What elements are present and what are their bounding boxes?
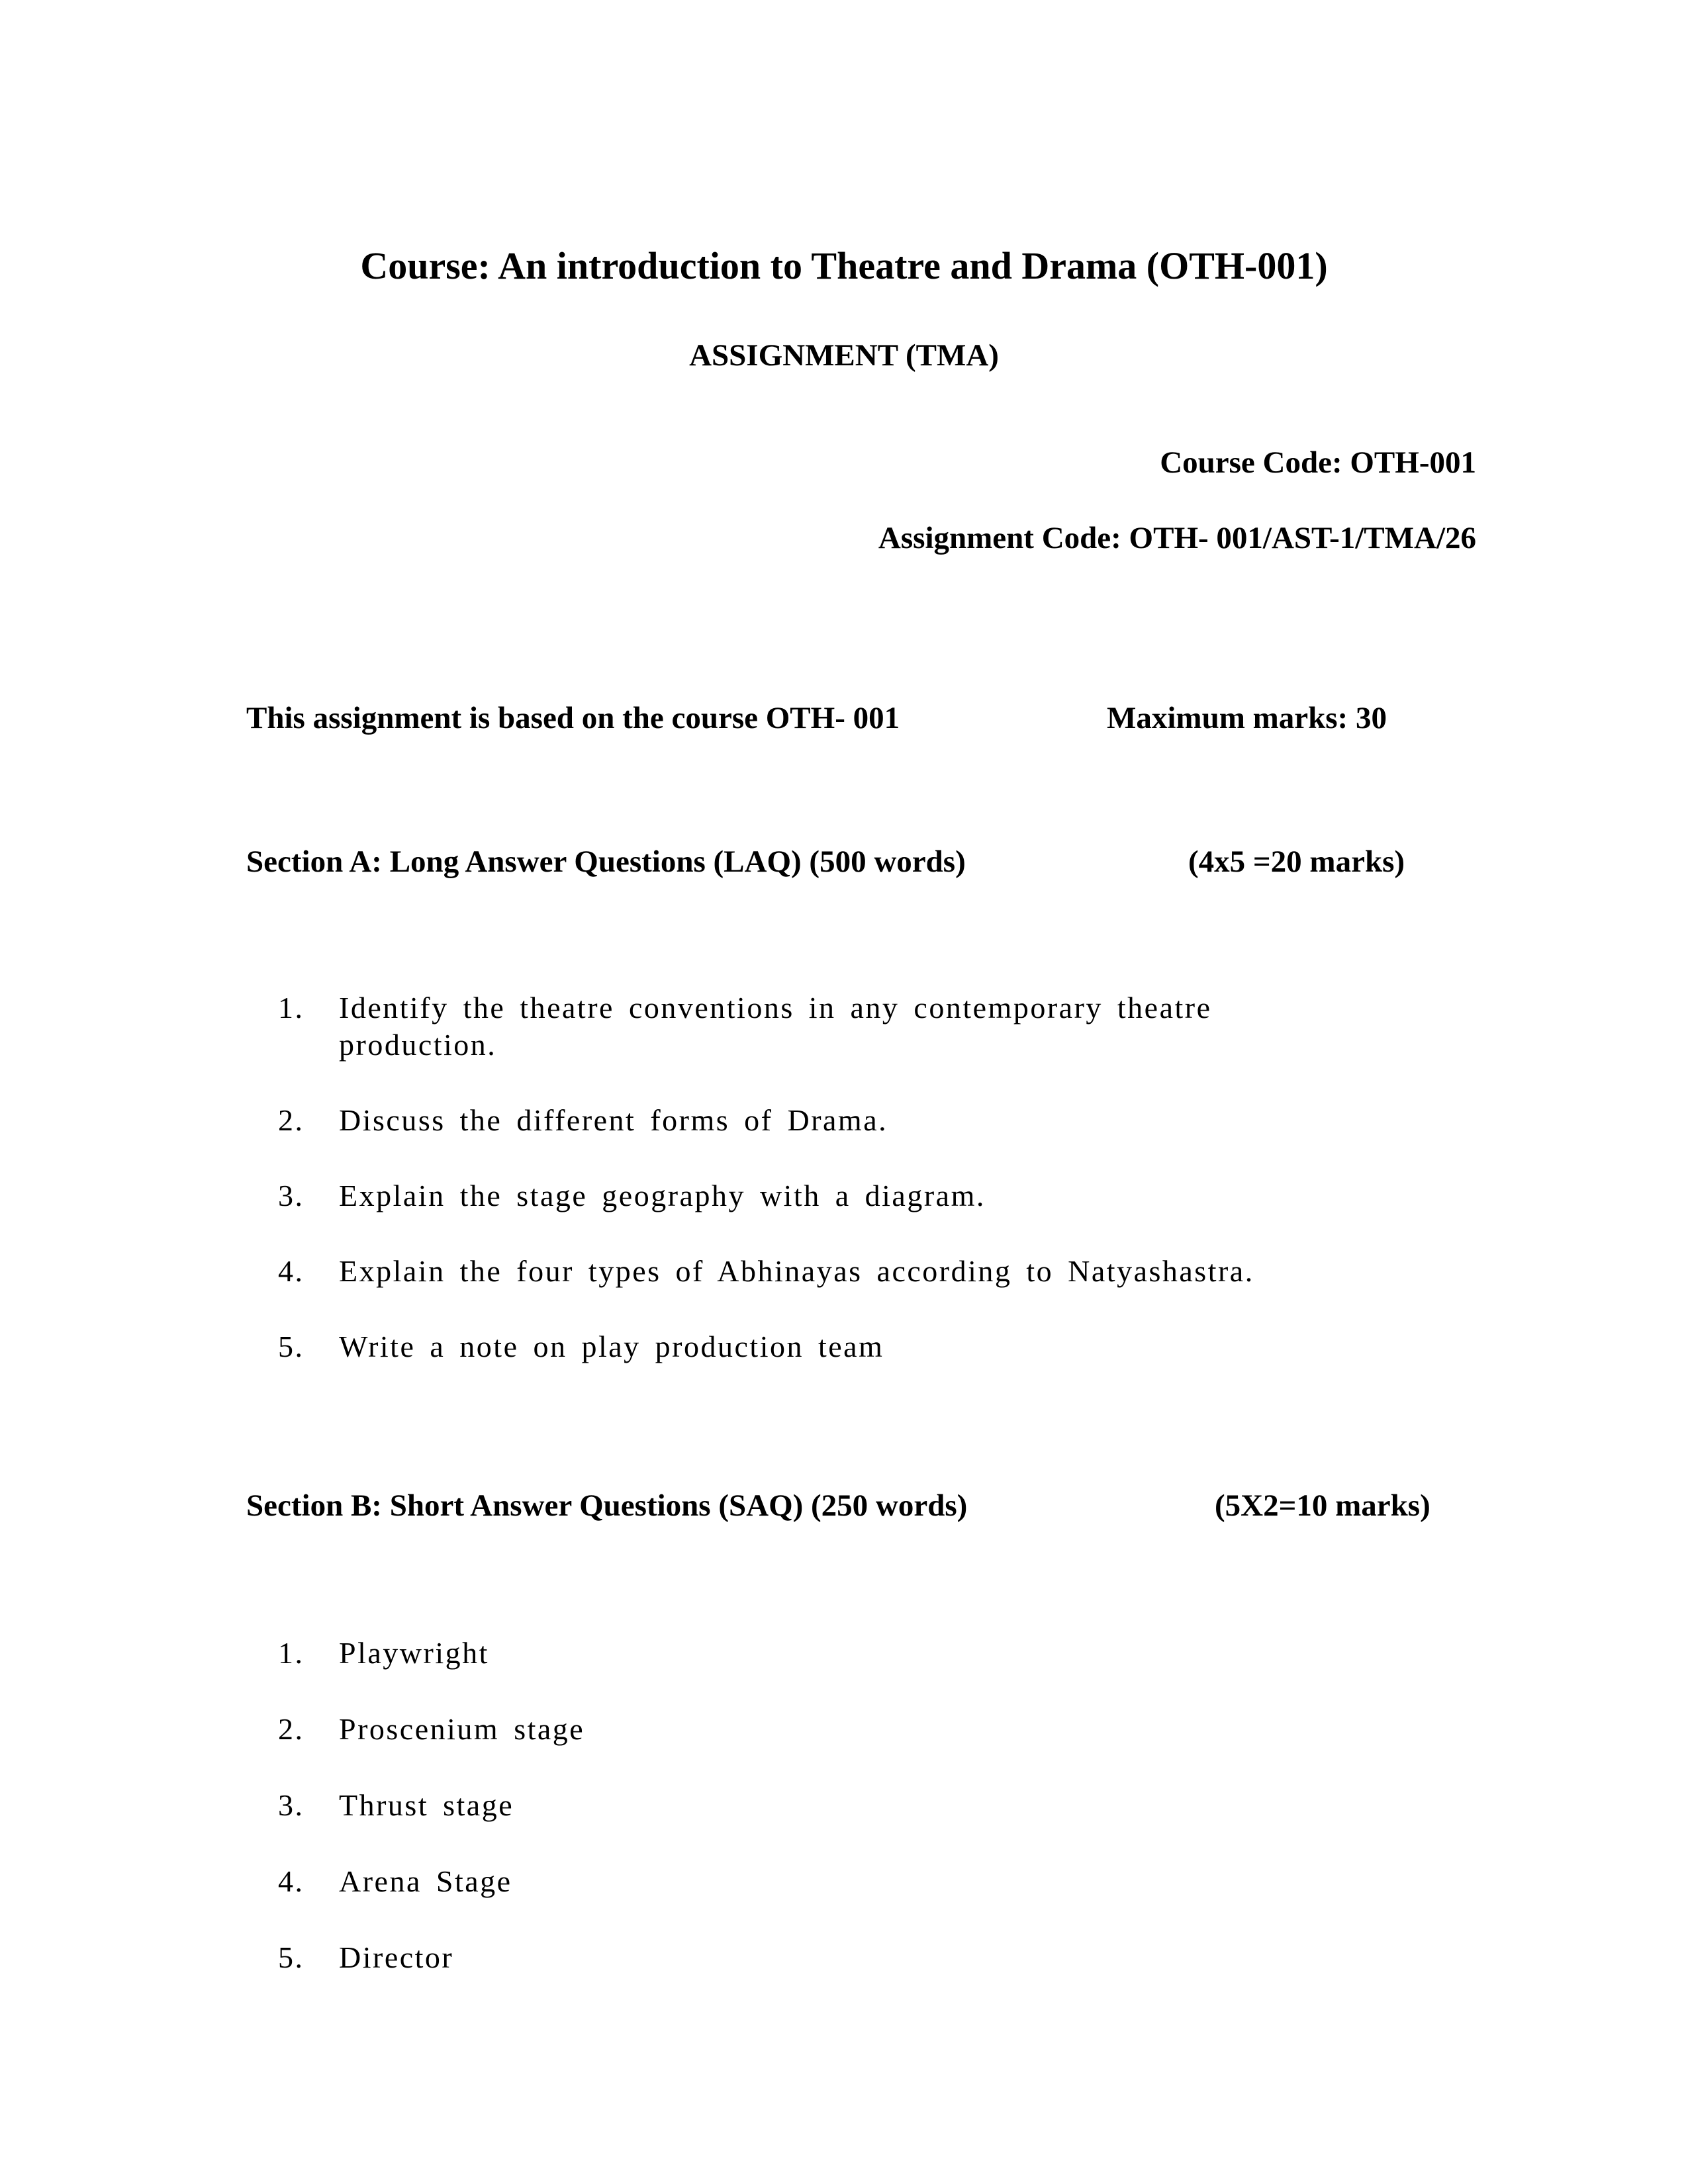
question-text: Identify the theatre conventions in any contemporary theatre production.	[339, 991, 1212, 1062]
question-number: 4.	[278, 1254, 305, 1288]
section-a-question-list	[278, 989, 1403, 1404]
list-item	[278, 1102, 1403, 1139]
list-item	[278, 1863, 1403, 1900]
section-b-heading: Section B: Short Answer Questions (SAQ) (250 words)	[246, 1488, 968, 1523]
list-item	[278, 1711, 1403, 1748]
question-text: Proscenium stage	[339, 1712, 585, 1746]
question-number: 2.	[278, 1103, 305, 1137]
section-a-marks: (4x5 =20 marks)	[1188, 844, 1405, 879]
assignment-basis-note: This assignment is based on the course OTH- 001	[246, 701, 900, 735]
question-number: 5.	[278, 1940, 305, 1974]
question-number: 4.	[278, 1864, 305, 1898]
list-item	[278, 1328, 1403, 1365]
question-text: Thrust stage	[339, 1788, 514, 1822]
question-text: Discuss the different forms of Drama.	[339, 1103, 888, 1137]
list-item	[278, 1177, 1403, 1214]
assignment-heading: ASSIGNMENT (TMA)	[689, 338, 999, 373]
question-number: 5.	[278, 1330, 305, 1363]
question-number: 1.	[278, 991, 305, 1024]
section-a-heading: Section A: Long Answer Questions (LAQ) (500 words)	[246, 844, 966, 879]
course-code: Course Code: OTH-001	[1160, 445, 1476, 480]
section-b-question-list	[278, 1635, 1403, 2015]
question-text: Explain the four types of Abhinayas according to Natyashastra.	[339, 1254, 1254, 1288]
assignment-code: Assignment Code: OTH- 001/AST-1/TMA/26	[878, 521, 1476, 555]
maximum-marks: Maximum marks: 30	[1107, 701, 1387, 735]
list-item	[278, 1635, 1403, 1672]
question-number: 2.	[278, 1712, 305, 1746]
question-text: Explain the stage geography with a diagram.	[339, 1179, 986, 1212]
question-text: Playwright	[339, 1636, 489, 1670]
question-number: 1.	[278, 1636, 305, 1670]
list-item	[278, 1787, 1403, 1824]
question-text: Director	[339, 1940, 454, 1974]
list-item	[278, 989, 1403, 1064]
list-item	[278, 1939, 1403, 1976]
question-text: Arena Stage	[339, 1864, 512, 1898]
page-title: Course: An introduction to Theatre and Drama (OTH-001)	[360, 244, 1328, 287]
question-number: 3.	[278, 1179, 305, 1212]
section-b-marks: (5X2=10 marks)	[1215, 1488, 1430, 1523]
question-number: 3.	[278, 1788, 305, 1822]
list-item	[278, 1253, 1403, 1290]
question-text: Write a note on play production team	[339, 1330, 884, 1363]
